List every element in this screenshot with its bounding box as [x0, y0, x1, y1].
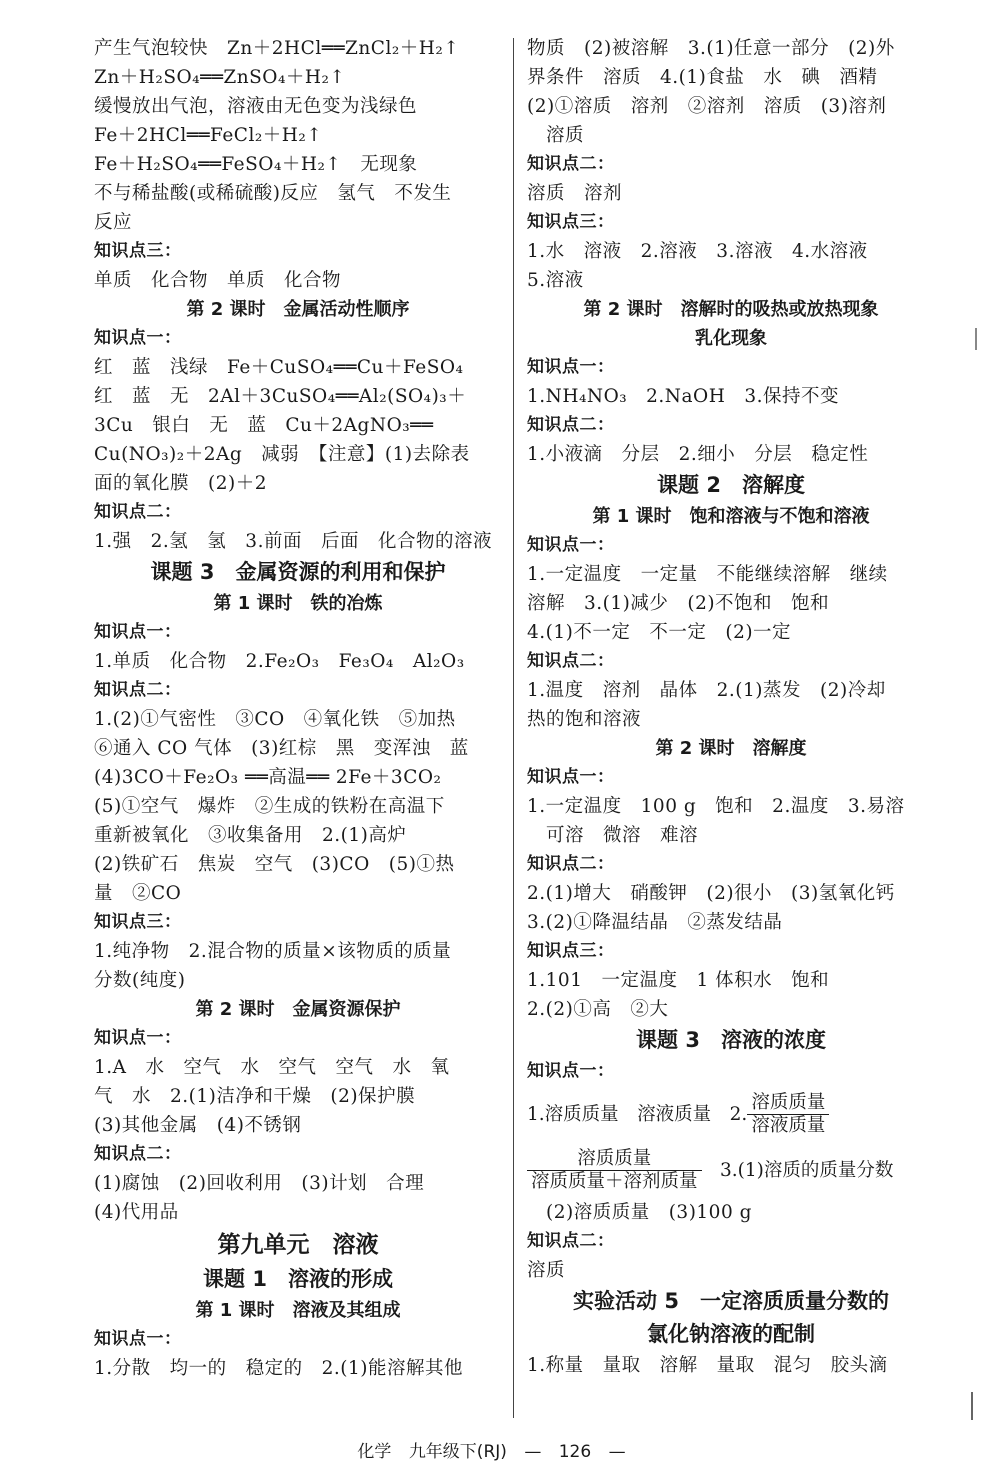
- answer-line: 1.强 2.氢 氢 3.前面 后面 化合物的溶液: [94, 531, 492, 552]
- answer-line: 1.分散 均一的 稳定的 2.(1)能溶解其他: [94, 1358, 464, 1379]
- topic-heading: 氯化钠溶液的配制: [647, 1322, 815, 1346]
- knowledge-point-heading: 知识点二：: [527, 854, 615, 874]
- answer-line: 量 ②CO: [94, 883, 182, 904]
- answer-line: 溶解 3.(1)减少 (2)不饱和 饱和: [527, 593, 830, 614]
- knowledge-point-heading: 知识点二：: [94, 680, 182, 700]
- right-column-part-a: [527, 34, 935, 1086]
- answer-line: 3.(2)①降温结晶 ②蒸发结晶: [527, 912, 783, 933]
- answer-line: 界条件 溶质 4.(1)食盐 水 碘 酒精: [527, 67, 878, 88]
- answer-line: 1.小液滴 分层 2.细小 分层 稳定性: [527, 444, 869, 465]
- fraction-numerator: 溶质质量: [751, 1091, 826, 1113]
- answer-line: Zn＋H₂SO₄══ZnSO₄＋H₂↑: [94, 67, 346, 88]
- answer-line: 2.(2)①高 ②大: [527, 999, 669, 1020]
- knowledge-point-heading: 知识点一：: [527, 357, 615, 377]
- answer-line: (4)3CO＋Fe₂O₃ ══高温══ 2Fe＋3CO₂: [94, 767, 442, 788]
- answer-line: 红 蓝 浅绿 Fe＋CuSO₄══Cu＋FeSO₄: [94, 357, 464, 378]
- answer-line: 红 蓝 无 2Al＋3CuSO₄══Al₂(SO₄)₃＋: [94, 386, 467, 407]
- knowledge-point-heading: 知识点三：: [527, 212, 615, 232]
- answer-line: (4)代用品: [94, 1202, 179, 1223]
- answer-line: 不与稀盐酸(或稀硫酸)反应 氢气 不发生: [94, 183, 452, 204]
- topic-heading: 课题 2 溶解度: [657, 473, 805, 497]
- answer-line: 溶质 溶剂: [527, 183, 623, 204]
- answer-line: 1.A 水 空气 水 空气 空气 水 氧: [94, 1057, 450, 1078]
- answer-line: 溶质: [527, 125, 585, 146]
- knowledge-point-heading: 知识点三：: [94, 912, 182, 932]
- answer-line: 1.NH₄NO₃ 2.NaOH 3.保持不变: [527, 386, 839, 407]
- answer-line: 1.单质 化合物 2.Fe₂O₃ Fe₃O₄ Al₂O₃: [94, 651, 465, 672]
- answer-line: 缓慢放出气泡，溶液由无色变为浅绿色: [94, 96, 418, 117]
- answer-line: (2)①溶质 溶剂 ②溶剂 溶质 (3)溶剂: [527, 96, 887, 117]
- right-column: [527, 34, 935, 1380]
- answer-line: 1.一定温度 100 g 饱和 2.温度 3.易溶: [527, 796, 905, 817]
- answer-line: 4.(1)不一定 不一定 (2)一定: [527, 622, 792, 643]
- lesson-heading: 第 1 课时 饱和溶液与不饱和溶液: [592, 506, 870, 527]
- answer-line: 3Cu 银白 无 蓝 Cu＋2AgNO₃══: [94, 415, 434, 436]
- answer-line: 1.(2)①气密性 ③CO ④氧化铁 ⑤加热: [94, 709, 456, 730]
- knowledge-point-heading: 知识点三：: [527, 941, 615, 961]
- page-edge-mark: [971, 1392, 973, 1420]
- answer-line: 1.温度 溶剂 晶体 2.(1)蒸发 (2)冷却: [527, 680, 886, 701]
- answer-line: 热的饱和溶液: [527, 709, 642, 730]
- knowledge-point-heading: 知识点一：: [94, 328, 182, 348]
- lesson-heading: 第 2 课时 金属活动性顺序: [186, 299, 410, 320]
- lesson-heading: 第 1 课时 铁的冶炼: [213, 593, 383, 614]
- knowledge-point-heading: 知识点二：: [527, 1231, 615, 1251]
- fraction: [527, 1148, 702, 1193]
- footer-subject: 化学: [357, 1442, 392, 1462]
- fraction-line-2: [527, 1142, 935, 1198]
- knowledge-point-heading: 知识点一：: [527, 535, 615, 555]
- answer-line: 反应: [94, 212, 133, 233]
- fraction-denominator: 溶液质量: [747, 1114, 829, 1137]
- footer-dash: —: [524, 1442, 542, 1462]
- page-number: 126: [558, 1442, 592, 1462]
- column-divider: [513, 38, 514, 1418]
- answer-line: 1.称量 量取 溶解 量取 混匀 胶头滴: [527, 1355, 888, 1376]
- knowledge-point-heading: 知识点二：: [94, 502, 182, 522]
- knowledge-point-heading: 知识点一：: [94, 1028, 182, 1048]
- knowledge-point-heading: 知识点二：: [94, 1144, 182, 1164]
- lesson-heading: 第 2 课时 溶解度: [655, 738, 807, 759]
- answer-line: (5)①空气 爆炸 ②生成的铁粉在高温下: [94, 796, 445, 817]
- answer-line: ⑥通入 CO 气体 (3)红棕 黑 变浑浊 蓝: [94, 738, 469, 759]
- answer-line: Cu(NO₃)₂＋2Ag 减弱 【注意】(1)去除表: [94, 444, 470, 465]
- topic-heading: 课题 3 金属资源的利用和保护: [150, 560, 446, 584]
- fraction-suffix: 3.(1)溶质的质量分数: [701, 1159, 894, 1181]
- page-edge-mark: [975, 328, 977, 350]
- footer-dash: —: [608, 1442, 626, 1462]
- answer-line: Fe＋H₂SO₄══FeSO₄＋H₂↑ 无现象: [94, 154, 418, 175]
- answer-line: 可溶 微溶 难溶: [527, 825, 699, 846]
- answer-line: Fe＋2HCl══FeCl₂＋H₂↑: [94, 125, 323, 146]
- answer-line: (2)铁矿石 焦炭 空气 (3)CO (5)①热: [94, 854, 455, 875]
- knowledge-point-heading: 知识点一：: [94, 622, 182, 642]
- topic-heading: 课题 1 溶液的形成: [203, 1267, 393, 1291]
- answer-line: 物质 (2)被溶解 3.(1)任意一部分 (2)外: [527, 38, 895, 59]
- answer-line: 面的氧化膜 (2)＋2: [94, 473, 267, 494]
- knowledge-point-heading: 知识点一：: [527, 1061, 615, 1081]
- right-column-part-b: [527, 1198, 935, 1380]
- lesson-heading: 第 2 课时 溶解时的吸热或放热现象: [583, 299, 879, 320]
- answer-line: (1)腐蚀 (2)回收利用 (3)计划 合理: [94, 1173, 425, 1194]
- lesson-heading: 第 2 课时 金属资源保护: [195, 999, 401, 1020]
- lesson-heading: 乳化现象: [695, 328, 767, 349]
- answer-line: 2.(1)增大 硝酸钾 (2)很小 (3)氢氧化钙: [527, 883, 895, 904]
- answer-line: 1.101 一定温度 1 体积水 饱和: [527, 970, 830, 991]
- lesson-heading: 第 1 课时 溶液及其组成: [195, 1300, 401, 1321]
- answer-line: 分数(纯度): [94, 970, 186, 991]
- knowledge-point-heading: 知识点二：: [527, 651, 615, 671]
- answer-line: 1.一定温度 一定量 不能继续溶解 继续: [527, 564, 888, 585]
- knowledge-point-heading: 知识点二：: [527, 415, 615, 435]
- fraction-line-1: [527, 1086, 935, 1142]
- knowledge-point-heading: 知识点一：: [527, 767, 615, 787]
- knowledge-point-heading: 知识点一：: [94, 1329, 182, 1349]
- answer-line: 单质 化合物 单质 化合物: [94, 270, 342, 291]
- answer-line: (3)其他金属 (4)不锈钢: [94, 1115, 302, 1136]
- topic-heading: 实验活动 5 一定溶质质量分数的: [573, 1289, 889, 1313]
- answer-line: (2)溶质质量 (3)100 g: [527, 1202, 752, 1223]
- page-footer: [0, 1437, 983, 1462]
- fraction-numerator: 溶质质量: [577, 1147, 652, 1169]
- left-column: [94, 34, 502, 1383]
- answer-line: 5.溶液: [527, 270, 584, 291]
- answer-line: 溶质: [527, 1260, 566, 1281]
- fraction-denominator: 溶质质量＋溶剂质量: [527, 1170, 702, 1193]
- fraction-prefix: 1.溶质质量 溶液质量 2.: [527, 1103, 748, 1125]
- footer-grade: 九年级下(RJ): [408, 1442, 507, 1462]
- answer-line: 重新被氧化 ③收集备用 2.(1)高炉: [94, 825, 407, 846]
- answer-line: 1.水 溶液 2.溶液 3.溶液 4.水溶液: [527, 241, 868, 262]
- fraction: [747, 1092, 829, 1137]
- answer-line: 产生气泡较快 Zn＋2HCl══ZnCl₂＋H₂↑: [94, 38, 460, 59]
- topic-heading: 课题 3 溶液的浓度: [636, 1028, 826, 1052]
- answer-line: 1.纯净物 2.混合物的质量×该物质的质量: [94, 941, 452, 962]
- unit-heading: 第九单元 溶液: [217, 1232, 379, 1258]
- knowledge-point-heading: 知识点二：: [527, 154, 615, 174]
- answer-line: 气 水 2.(1)洁净和干燥 (2)保护膜: [94, 1086, 416, 1107]
- knowledge-point-heading: 知识点三：: [94, 241, 182, 261]
